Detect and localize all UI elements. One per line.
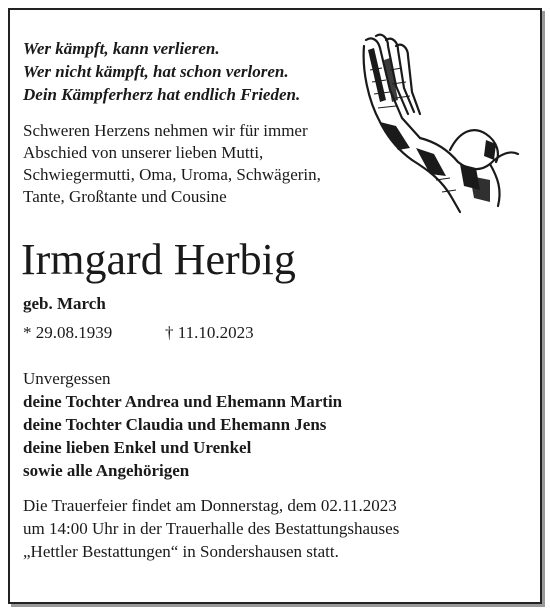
funeral-service-info: [23, 494, 399, 563]
service-line: um 14:00 Uhr in der Trauerhalle des Bestattungshauses: [23, 519, 400, 538]
motto-line: Dein Kämpferherz hat endlich Frieden.: [23, 85, 301, 104]
mourner-line: deine Tochter Claudia und Ehemann Jens: [23, 415, 327, 434]
intro-text: [23, 120, 321, 208]
deceased-name: Irmgard Herbig: [21, 235, 296, 284]
maiden-name: geb. March: [23, 294, 106, 313]
mourners-lead: Unvergessen: [23, 369, 111, 388]
service-line: „Hettler Bestattungen“ in Sondershausen statt.: [23, 542, 339, 561]
intro-line: Abschied von unserer lieben Mutti,: [23, 143, 264, 162]
mourner-line: deine Tochter Andrea und Ehemann Martin: [23, 392, 343, 411]
praying-hands-icon: [350, 30, 525, 215]
intro-line: Schwiegermutti, Oma, Uroma, Schwägerin,: [23, 165, 321, 184]
intro-line: Tante, Großtante und Cousine: [23, 187, 227, 206]
motto-line: Wer kämpft, kann verlieren.: [23, 39, 220, 58]
mourner-line: sowie alle Angehörigen: [23, 461, 190, 480]
motto-verse: [23, 37, 300, 106]
service-line: Die Trauerfeier findet am Donnerstag, dem 02.11.2023: [23, 496, 397, 515]
birth-date: * 29.08.1939: [23, 323, 113, 342]
mourner-line: deine lieben Enkel und Urenkel: [23, 438, 252, 457]
intro-line: Schweren Herzens nehmen wir für immer: [23, 121, 308, 140]
motto-line: Wer nicht kämpft, hat schon verloren.: [23, 62, 289, 81]
mourners-block: [23, 367, 342, 482]
death-date: † 11.10.2023: [165, 323, 254, 342]
